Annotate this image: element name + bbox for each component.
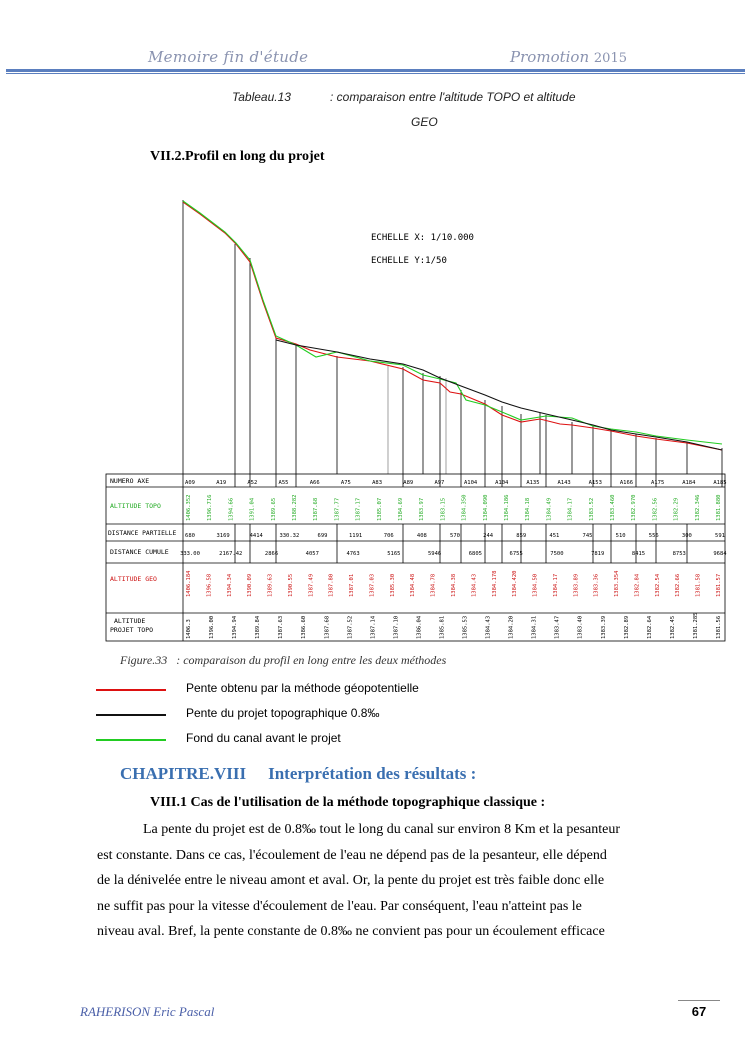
alt-geo-value: 1390.55 bbox=[287, 573, 294, 597]
alt-geo-values bbox=[186, 570, 722, 597]
alt-geo-value: 1384.420 bbox=[512, 570, 519, 597]
row-label-alt-projet-2: PROJET TOPO bbox=[110, 626, 154, 634]
alt-topo-value: 1387.68 bbox=[313, 497, 320, 521]
alt-projet-value: 1382.89 bbox=[623, 615, 630, 639]
page-number: 67 bbox=[678, 1000, 720, 1019]
alt-projet-value: 1382.64 bbox=[646, 615, 653, 639]
alt-projet-value: 1385.81 bbox=[439, 615, 446, 639]
legend-swatch-black bbox=[96, 714, 166, 716]
alt-geo-value: 1384.78 bbox=[430, 573, 437, 597]
alt-projet-value: 1387.52 bbox=[347, 615, 354, 639]
scale-x-label: ECHELLE X: 1/10.000 bbox=[371, 233, 474, 243]
header-title: Memoire fin d'étude bbox=[148, 48, 309, 66]
alt-geo-value: 1381.57 bbox=[716, 573, 722, 597]
alt-geo-value: 1387.49 bbox=[308, 573, 315, 597]
alt-topo-value: 1384.69 bbox=[398, 497, 404, 521]
chapter-number: CHAPITRE.VIII bbox=[120, 764, 247, 783]
table-caption-text: : comparaison entre l'altitude TOPO et altitude bbox=[330, 90, 576, 104]
cumulative-distance: 7500 bbox=[550, 551, 564, 557]
axis-label: A55 bbox=[278, 480, 289, 486]
alt-geo-value: 1384.38 bbox=[451, 573, 457, 597]
alt-topo-value: 1382.29 bbox=[673, 497, 680, 521]
alt-topo-value: 1383.52 bbox=[588, 497, 595, 521]
alt-projet-value: 1406.3 bbox=[186, 619, 192, 639]
alt-topo-value: 1384.49 bbox=[546, 497, 553, 521]
alt-projet-value: 1384.20 bbox=[508, 615, 515, 639]
alt-topo-value: 1384.18 bbox=[525, 497, 532, 521]
alt-geo-value: 1382.84 bbox=[634, 573, 641, 597]
cumulative-distance: 8415 bbox=[631, 551, 646, 557]
alt-geo-value: 1387.80 bbox=[328, 573, 335, 597]
legend-label: Fond du canal avant le projet bbox=[186, 731, 341, 745]
alt-geo-value: 1384.48 bbox=[410, 573, 417, 597]
axis-label: A166 bbox=[619, 480, 634, 486]
alt-geo-value: 1382.66 bbox=[675, 573, 682, 597]
paragraph-line: est constante. Dans ce cas, l'écoulement de l'eau ne dépend pas de la pesanteur, elle dépend bbox=[97, 847, 607, 863]
row-label-alt-projet-1: ALTITUDE bbox=[114, 617, 146, 625]
alt-topo-value: 1382.56 bbox=[652, 497, 659, 521]
cumulative-distance: 4763 bbox=[346, 551, 360, 557]
figure-caption bbox=[120, 653, 446, 668]
alt-projet-value: 1387.14 bbox=[370, 615, 377, 639]
alt-projet-values bbox=[186, 613, 722, 640]
alt-projet-value: 1383.39 bbox=[600, 615, 607, 639]
partial-distance-values bbox=[185, 533, 725, 539]
alt-topo-value: 1387.77 bbox=[334, 497, 341, 521]
partial-distance: 330.32 bbox=[279, 533, 300, 539]
axis-label: A104 bbox=[495, 480, 509, 486]
partial-distance: 4414 bbox=[249, 533, 263, 539]
alt-projet-value: 1382.45 bbox=[669, 615, 676, 639]
paragraph-line: La pente du projet est de 0.8‰ tout le long du canal sur environ 8 Km et la pesanteur bbox=[143, 822, 621, 837]
row-label-dist-part: DISTANCE PARTIELLE bbox=[108, 530, 177, 537]
axis-label: A175 bbox=[651, 480, 665, 486]
partial-distance: 745 bbox=[582, 533, 593, 539]
axis-label: A83 bbox=[372, 480, 383, 486]
cumulative-distance: 2866 bbox=[264, 551, 279, 557]
alt-projet-value: 1386.60 bbox=[301, 615, 308, 639]
partial-distance: 510 bbox=[615, 533, 626, 539]
axis-label: A52 bbox=[247, 480, 258, 486]
alt-topo-value: 1385.07 bbox=[376, 497, 383, 521]
alt-topo-value: 1384.17 bbox=[567, 497, 574, 521]
paragraph-line: niveau aval. Bref, la pente constante de 0.8‰ ne convient pas pour un écoulement efficace bbox=[97, 924, 605, 940]
section-title: VII.2.Profil en long du projet bbox=[150, 149, 325, 164]
paragraph-line: de la dénivelée entre le niveau amont et aval. Or, la pente du projet est très faible donc elle bbox=[97, 873, 605, 889]
axis-label: A19 bbox=[216, 480, 227, 486]
axis-label: A75 bbox=[340, 480, 351, 486]
axis-label: A184 bbox=[682, 480, 696, 486]
alt-geo-value: 1389.63 bbox=[267, 573, 274, 597]
cumulative-distance: 6805 bbox=[468, 551, 483, 557]
alt-topo-value: 1381.880 bbox=[716, 494, 722, 521]
alt-projet-value: 1396.00 bbox=[209, 615, 216, 639]
partial-distance: 706 bbox=[383, 533, 394, 539]
axis-label: A97 bbox=[434, 480, 445, 486]
alt-geo-value: 1396.58 bbox=[206, 573, 213, 597]
alt-topo-value: 1384.186 bbox=[504, 494, 510, 521]
alt-projet-value: 1383.40 bbox=[577, 615, 584, 639]
alt-geo-value: 1384.178 bbox=[491, 570, 498, 597]
body-paragraph bbox=[97, 817, 677, 945]
alt-topo-value: 1387.17 bbox=[355, 497, 362, 521]
axis-label: A09 bbox=[185, 480, 195, 486]
alt-geo-value: 1384.50 bbox=[532, 573, 539, 597]
cumulative-distance: 9684 bbox=[713, 551, 727, 557]
alt-topo-value: 1406.352 bbox=[186, 494, 192, 521]
axis-label: A66 bbox=[309, 480, 320, 486]
alt-projet-value: 1387.63 bbox=[278, 615, 285, 639]
partial-distance: 3169 bbox=[216, 533, 230, 539]
header-promotion-word: Promotion bbox=[510, 48, 590, 66]
table-caption-label: Tableau.13 bbox=[232, 90, 291, 104]
row-label-dist-cum: DISTANCE CUMULE bbox=[110, 548, 169, 556]
axis-label: A153 bbox=[588, 480, 602, 486]
subsection-heading: VIII.1 Cas de l'utilisation de la méthode topographique classique : bbox=[150, 795, 546, 810]
partial-distance: 699 bbox=[317, 533, 328, 539]
partial-distance: 408 bbox=[416, 533, 427, 539]
alt-topo-value: 1382.970 bbox=[631, 494, 638, 521]
alt-geo-value: 1394.34 bbox=[226, 573, 233, 597]
alt-topo-value: 1389.65 bbox=[270, 497, 277, 521]
alt-geo-value: 1385.30 bbox=[389, 573, 396, 597]
alt-geo-value: 1384.43 bbox=[471, 573, 478, 597]
legend-label: Pente du projet topographique 0.8‰ bbox=[186, 706, 380, 720]
alt-topo-value: 1384.350 bbox=[461, 494, 468, 521]
alt-topo-value: 1388.282 bbox=[292, 494, 298, 521]
partial-distance: 556 bbox=[648, 533, 659, 539]
alt-geo-value: 1387.01 bbox=[349, 573, 356, 597]
cumulative-distance: 5946 bbox=[427, 551, 442, 557]
alt-geo-value: 1383.354 bbox=[614, 570, 621, 597]
cumulative-distance: 8753 bbox=[672, 551, 686, 557]
alt-topo-value: 1383.460 bbox=[610, 494, 616, 521]
partial-distance: 680 bbox=[185, 533, 195, 539]
partial-distance: 591 bbox=[715, 533, 725, 539]
alt-projet-value: 1387.10 bbox=[393, 615, 400, 639]
partial-distance: 1191 bbox=[349, 533, 363, 539]
topo-slope-line bbox=[276, 340, 722, 450]
partial-distance: 451 bbox=[549, 533, 560, 539]
alt-projet-value: 1381.56 bbox=[716, 615, 722, 639]
axis-labels bbox=[185, 480, 727, 486]
axis-label: A143 bbox=[557, 480, 571, 486]
alt-geo-value: 1381.58 bbox=[695, 573, 702, 597]
figure-caption-label: Figure.33 bbox=[120, 653, 168, 667]
alt-geo-value: 1390.09 bbox=[247, 573, 254, 597]
cumulative-distance: 333.00 bbox=[180, 551, 200, 557]
chapter-heading bbox=[120, 764, 476, 784]
row-label-numero: NUMERO AXE bbox=[110, 477, 150, 485]
scale-y-label: ECHELLE Y:1/50 bbox=[371, 256, 447, 266]
legend-swatch-green bbox=[96, 739, 166, 741]
axis-label: A89 bbox=[403, 480, 414, 486]
alt-projet-value: 1381.285 bbox=[692, 612, 699, 639]
partial-distance: 570 bbox=[450, 533, 460, 539]
partial-distance: 244 bbox=[483, 533, 494, 539]
alt-geo-value: 1382.54 bbox=[654, 573, 661, 597]
cumulative-distance: 2167.42 bbox=[219, 551, 243, 557]
axis-label: A135 bbox=[526, 480, 540, 486]
legend-label: Pente obtenu par la méthode géopotentielle bbox=[186, 681, 419, 695]
cumulative-distance: 4057 bbox=[305, 551, 319, 557]
alt-projet-value: 1387.68 bbox=[324, 615, 331, 639]
legend-swatch-red bbox=[96, 689, 166, 691]
row-label-alt-topo: ALTITUDE TOPO bbox=[110, 502, 161, 510]
alt-projet-value: 1386.04 bbox=[416, 615, 423, 639]
cumulative-distance: 7819 bbox=[591, 551, 605, 557]
alt-projet-value: 1394.94 bbox=[232, 615, 239, 639]
alt-geo-value: 1384.17 bbox=[552, 573, 559, 597]
alt-topo-value: 1383.15 bbox=[440, 497, 447, 521]
alt-geo-value: 1406.184 bbox=[186, 570, 192, 597]
axis-label: A104 bbox=[463, 480, 478, 486]
alt-geo-value: 1383.89 bbox=[573, 573, 580, 597]
figure-caption-text: : comparaison du profil en long entre les deux méthodes bbox=[176, 653, 447, 667]
alt-topo-value: 1391.04 bbox=[249, 497, 256, 521]
alt-topo-value: 1383.97 bbox=[419, 497, 426, 521]
alt-topo-value: 1384.090 bbox=[482, 494, 489, 521]
partial-distance: 859 bbox=[516, 533, 527, 539]
alt-topo-value: 1396.716 bbox=[207, 494, 214, 521]
alt-topo-values bbox=[186, 495, 722, 522]
alt-topo-value: 1382.346 bbox=[694, 494, 701, 521]
alt-projet-value: 1389.84 bbox=[255, 615, 262, 639]
cumulative-distance: 6755 bbox=[509, 551, 523, 557]
chapter-title: Interprétation des résultats : bbox=[268, 764, 477, 783]
alt-geo-value: 1387.03 bbox=[369, 573, 376, 597]
alt-topo-value: 1394.66 bbox=[228, 497, 235, 521]
alt-projet-value: 1384.31 bbox=[531, 615, 538, 639]
alt-projet-value: 1384.43 bbox=[485, 615, 492, 639]
axis-label: A185 bbox=[713, 480, 727, 486]
cumulative-distance-values bbox=[180, 551, 727, 557]
alt-projet-value: 1383.47 bbox=[554, 615, 561, 639]
paragraph-line: ne suffit pas pour la vitesse d'écoulement de l'eau. Par conséquent, l'eau n'atteint pas le bbox=[97, 898, 582, 914]
cumulative-distance: 5165 bbox=[387, 551, 401, 557]
partial-distance: 300 bbox=[681, 533, 692, 539]
alt-geo-value: 1383.36 bbox=[593, 573, 600, 597]
table-caption-text-2: GEO bbox=[411, 115, 438, 129]
footer-author: RAHERISON Eric Pascal bbox=[80, 1004, 215, 1019]
row-label-alt-geo: ALTITUDE GEO bbox=[110, 575, 157, 583]
header-promotion-year: 2015 bbox=[593, 51, 627, 66]
alt-projet-value: 1385.53 bbox=[462, 615, 469, 639]
